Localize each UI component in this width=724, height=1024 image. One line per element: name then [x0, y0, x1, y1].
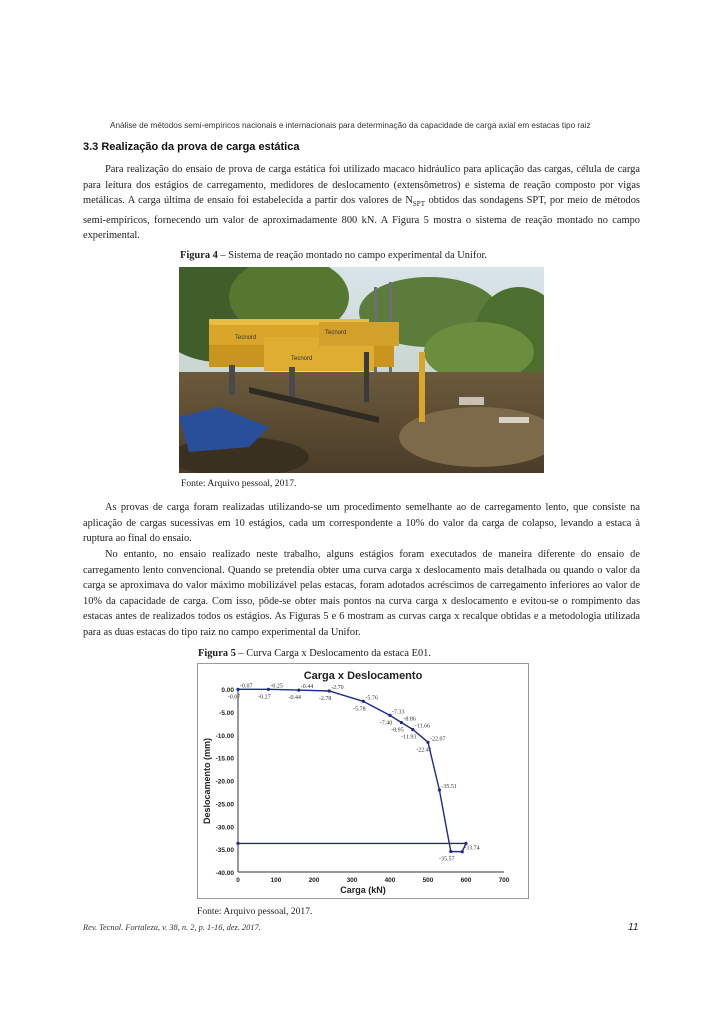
nspt-subscript: SPT — [412, 200, 425, 209]
y-tick-label: -25.00 — [215, 801, 234, 809]
chart-frame — [198, 664, 529, 899]
data-label: -11.66 — [414, 723, 431, 730]
data-label: -8.86 — [403, 716, 416, 723]
y-tick-label: -10.00 — [215, 732, 234, 740]
data-label: -7.33 — [392, 709, 405, 716]
data-point — [449, 850, 452, 853]
data-label: -8.95 — [391, 727, 404, 734]
paragraph-3-text: No entanto, no ensaio realizado neste trabalho, alguns estágios foram executados de maneira diferente do ensaio de carregamento lento convencional. Quando se pretendia obter uma curva carga x deslocamento mais detalhada ou quando o valor da carga se aproximava do valor máximo mobilizável pelas estacas, foram adotados acréscimos de carregamento inferiores ao valor de 10% da capacidade de carga. Com isso, pôde-se obter mais pontos na curva carga x deslocamento e evitou-se o rompimento das estacas antes de realizados todos os estágios. As Figuras 5 e 6 mostram as curvas carga x recalque obtidas e a metodologia utilizada para as duas estacas do tipo raiz no campo experimental da Unifor. — [83, 549, 640, 638]
data-label: -0.07 — [240, 683, 253, 690]
paragraph-3 — [83, 547, 640, 641]
y-tick-label: -5.00 — [219, 709, 234, 717]
figure-5-caption-text: – Curva Carga x Deslocamento da estaca E01. — [235, 648, 431, 659]
data-label: -22.41 — [416, 747, 432, 754]
figure-5-label: Figura 5 — [198, 648, 236, 659]
figure-4-label: Figura 4 — [180, 250, 218, 261]
figure-4-caption-text: – Sistema de reação montado no campo experimental da Unifor. — [217, 250, 488, 261]
data-label: -2.70 — [331, 685, 344, 692]
y-tick-label: -20.00 — [215, 778, 234, 786]
data-label: -35.51 — [441, 783, 457, 790]
data-label: -0.44 — [288, 695, 302, 702]
data-label: -0.07 — [227, 694, 241, 701]
photo-sign-2: Tecnord — [325, 330, 347, 336]
x-tick-label: 500 — [422, 877, 434, 884]
figure-5-caption — [198, 648, 431, 659]
data-label: -0.25 — [270, 683, 283, 690]
page-number: 11 — [628, 922, 639, 933]
x-tick-label: 700 — [498, 877, 510, 884]
paragraph-1-text-b: obtidos das sondagens SPT, por meio de métodos semi-empíricos, fornecendo um valor de aproximadamente 800 kN. A Figura 5 mostra o sistema de reação montado no campo experimental. — [83, 195, 640, 242]
paragraph-2-text: As provas de carga foram realizadas utilizando-se um procedimento semelhante ao de carregamento lento, que consiste na aplicação de cargas sucessivas em 10 estágios, cada um correspondente a 10% do valor da carga de colapso, levando a estaca à ruptura ao final do ensaio. — [83, 502, 640, 545]
footer-citation: Rev. Tecnol. Fortaleza, v. 38, n. 2, p. 1-16, dez. 2017. — [83, 923, 261, 932]
x-tick-label: 0 — [236, 877, 240, 884]
x-tick-label: 300 — [346, 877, 358, 884]
figure-5-source: Fonte: Arquivo pessoal, 2017. — [197, 906, 313, 917]
y-tick-label: -30.00 — [215, 824, 234, 832]
x-tick-label: 400 — [384, 877, 396, 884]
x-tick-label: 100 — [270, 877, 282, 884]
photo-sign-1: Tecnord — [235, 335, 257, 341]
reaction-system-photo — [179, 267, 544, 473]
data-label: -11.93 — [401, 734, 417, 741]
y-tick-label: -35.00 — [215, 847, 234, 855]
figure-4-source: Fonte: Arquivo pessoal, 2017. — [181, 478, 297, 489]
figure-4-caption — [180, 250, 487, 261]
chart-title: Carga x Deslocamento — [303, 670, 423, 682]
data-label: -33.74 — [464, 845, 480, 852]
chart-xlabel: Carga (kN) — [340, 885, 386, 895]
x-tick-label: 600 — [460, 877, 472, 884]
y-tick-label: -40.00 — [215, 870, 234, 877]
paragraph-1-text-a: Para realização do ensaio de prova de carga estática foi utilizado macaco hidráulico para aplicação das cargas, célula de carga para leitura dos estágios de carregamento, medidores de deslocamento (extensômetros) e sistema de reação composto por vigas metálicas. A carga última de ensaio foi estabelecida a partir dos valores de N — [83, 164, 640, 207]
data-point — [464, 842, 467, 845]
y-tick-label: -15.00 — [215, 755, 234, 763]
data-label: -22.07 — [430, 736, 446, 743]
data-label: -2.78 — [318, 696, 332, 703]
data-label: -7.40 — [379, 720, 393, 727]
data-label: -5.78 — [353, 706, 366, 713]
chart-ylabel: Deslocamento (mm) — [202, 737, 212, 825]
y-tick-label: 0.00 — [221, 687, 234, 694]
load-displacement-chart — [197, 663, 529, 899]
x-tick-label: 200 — [308, 877, 320, 884]
data-label: -0.27 — [258, 694, 271, 701]
data-label: -35.57 — [439, 856, 455, 863]
running-header: Análise de métodos semi-empíricos nacionais e internacionais para determinação da capacidade de carga axial em estacas tipo raiz — [110, 121, 591, 130]
section-title: 3.3 Realização da prova de carga estática — [83, 141, 300, 153]
data-point — [236, 842, 239, 845]
data-label: -0.44 — [300, 684, 314, 691]
chart-svg — [197, 663, 529, 899]
paragraph-2 — [83, 500, 640, 547]
photo-sign-3: Tecnord — [291, 356, 313, 362]
data-label: -5.76 — [365, 695, 378, 702]
figure-4-photo — [179, 267, 544, 473]
paragraph-1 — [83, 162, 640, 244]
